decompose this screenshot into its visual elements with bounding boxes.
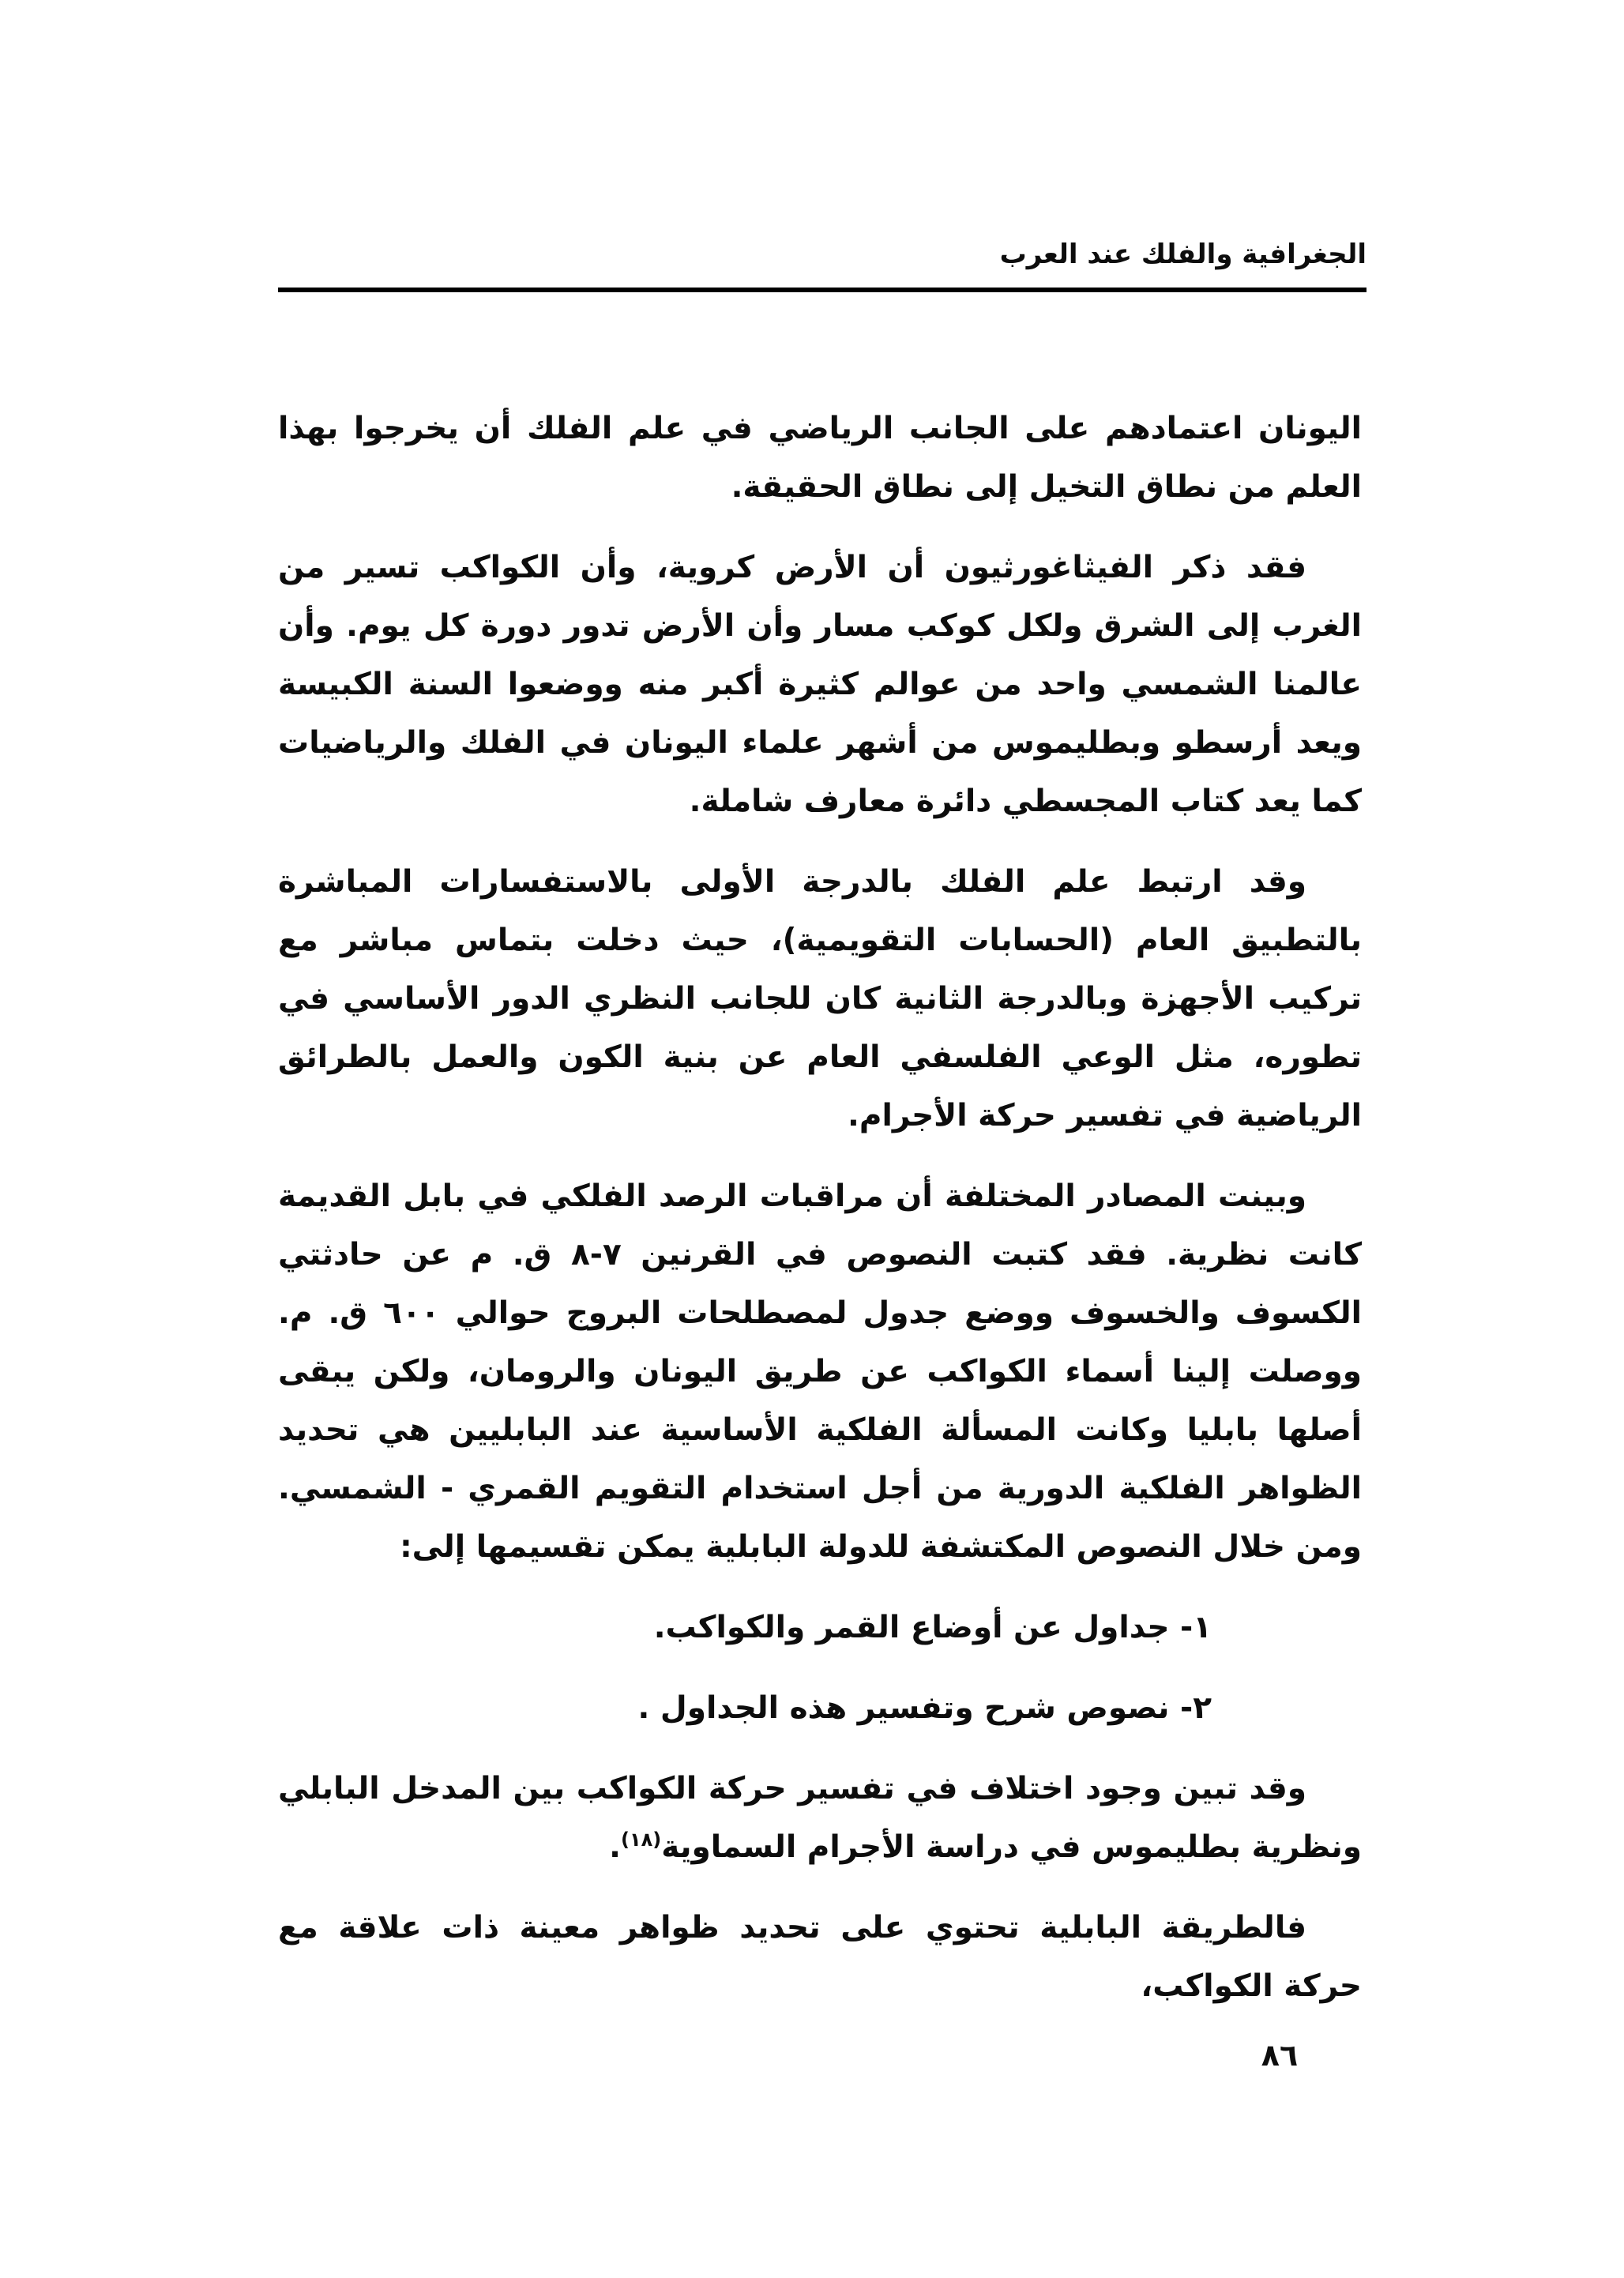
paragraph-3: وقد ارتبط علم الفلك بالدرجة الأولى بالاستفسارات المباشرة بالتطبيق العام (الحسابات التقويمية)، حيث دخلت بتماس مباشر مع تركيب الأجهزة وبالدرجة الثانية كان للجانب النظري الدور الأساسي في تطوره، مثل الوعي الفلسفي العام عن بنية الكون والعمل بالطرائق الرياضية في تفسير حركة الأجرام. xyxy=(278,864,1362,1133)
body-text xyxy=(278,400,1362,2038)
list-item-2: ٢- نصوص شرح وتفسير هذه الجداول . xyxy=(637,1690,1212,1726)
paragraph-1: اليونان اعتمادهم على الجانب الرياضي في علم الفلك أن يخرجوا بهذا العلم من نطاق التخيل إلى نطاق الحقيقة. xyxy=(278,411,1362,505)
header-divider xyxy=(278,288,1366,292)
paragraph-6: فالطريقة البابلية تحتوي على تحديد ظواهر معينة ذات علاقة مع حركة الكواكب، xyxy=(278,1910,1362,2004)
footnote-reference: (١٨) xyxy=(620,1829,662,1851)
list-item-1: ١- جداول عن أوضاع القمر والكواكب. xyxy=(653,1610,1212,1645)
paragraph-2: فقد ذكر الفيثاغورثيون أن الأرض كروية، وأن الكواكب تسير من الغرب إلى الشرق ولكل كوكب مسار وأن الأرض تدور دورة كل يوم. وأن عالمنا الشمسي واحد من عوالم كثيرة أكبر منه ووضعوا السنة الكبيسة ويعد أرسطو وبطليموس من أشهر علماء اليونان في الفلك والرياضيات كما يعد كتاب المجسطي دائرة معارف شاملة. xyxy=(278,550,1362,819)
running-header: الجغرافية والفلك عند العرب xyxy=(999,239,1366,270)
paragraph-4: وبينت المصادر المختلفة أن مراقبات الرصد الفلكي في بابل القديمة كانت نظرية. فقد كتبت النصوص في القرنين ٧-٨ ق. م عن حادثتي الكسوف والخسوف ووضع جدول لمصطلحات البروج حوالي ٦٠٠ ق. م. ووصلت إلينا أسماء الكواكب عن طريق اليونان والرومان، ولكن يبقى أصلها بابليا وكانت المسألة الفلكية الأساسية عند البابليين هي تحديد الظواهر الفلكية الدورية من أجل استخدام التقويم القمري - الشمسي. ومن خلال النصوص المكتشفة للدولة البابلية يمكن تقسيمها إلى: xyxy=(278,1178,1363,1565)
paragraph-5-text: وقد تبين وجود اختلاف في تفسير حركة الكواكب بين المدخل البابلي ونظرية بطليموس في دراسة الأجرام السماوية xyxy=(278,1771,1362,1865)
paragraph-5 xyxy=(278,1760,1362,1877)
paragraph-5-end: . xyxy=(609,1829,621,1865)
page-number: ٨٦ xyxy=(1261,2038,1299,2073)
